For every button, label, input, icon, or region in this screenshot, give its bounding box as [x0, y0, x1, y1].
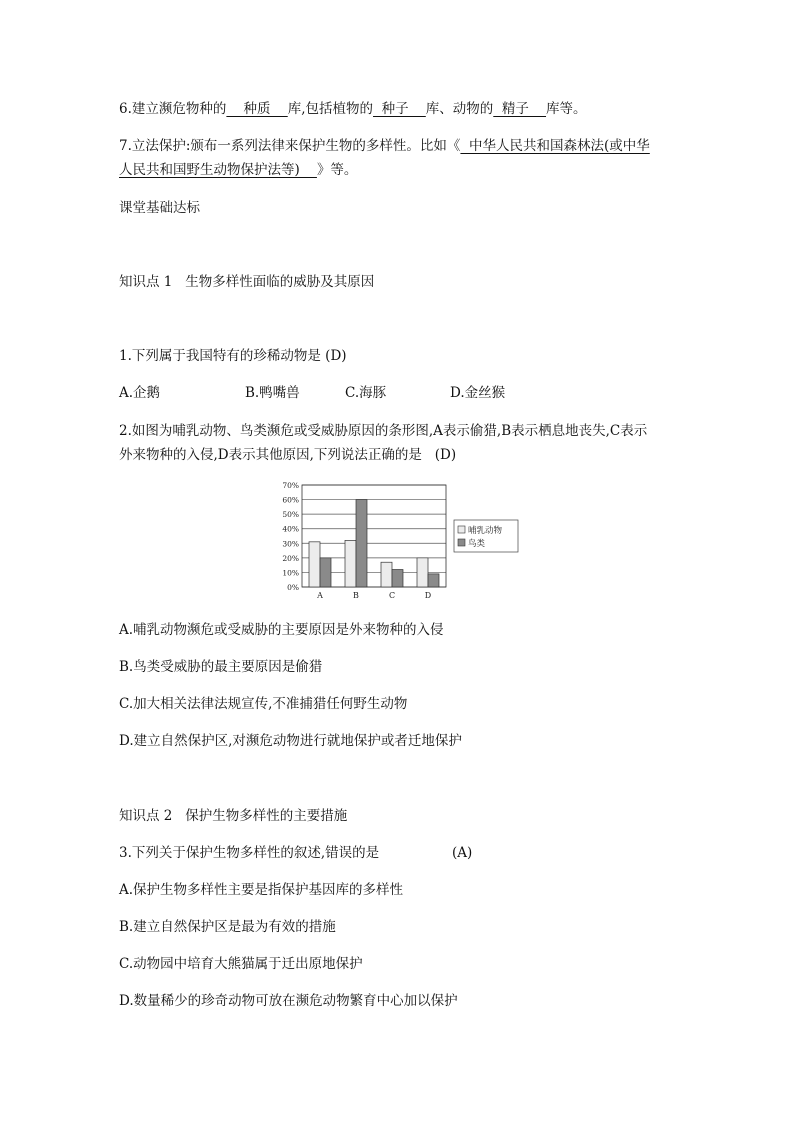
- q6-suffix: 库等。: [546, 101, 587, 117]
- q2-option-d: D.建立自然保护区,对濒危动物进行就地保护或者迁地保护: [119, 733, 462, 749]
- q7-line2: [119, 160, 357, 180]
- q6-blank-sperm: 精子: [493, 101, 547, 117]
- q2-option-c: C.加大相关法律法规宣传,不准捕猎任何野生动物: [119, 696, 408, 712]
- y-tick-label: 0%: [287, 583, 299, 592]
- y-tick-label: 10%: [282, 568, 299, 578]
- q1-option-d: D.金丝猴: [450, 385, 506, 401]
- bar-A-bird: [320, 558, 331, 587]
- bar-D-mammal: [417, 558, 428, 587]
- q3-option-d: D.数量稀少的珍奇动物可放在濒危动物繁育中心加以保护: [119, 993, 458, 1009]
- q6-blank-germplasm: 种质: [226, 101, 288, 117]
- y-tick-label: 30%: [282, 539, 299, 549]
- q3-option-b: B.建立自然保护区是最为有效的措施: [119, 919, 336, 935]
- bar-B-mammal: [345, 540, 356, 587]
- bar-C-bird: [392, 570, 403, 587]
- y-tick-label: 50%: [282, 510, 299, 520]
- q1-option-a: A.企鹅: [119, 385, 161, 401]
- q6-blank-seed: 种子: [373, 101, 426, 117]
- q7-line1-blank: 中华人民共和国森林法(或中华: [460, 138, 650, 154]
- q3-answer: (A): [452, 845, 473, 861]
- bar-C-mammal: [381, 562, 392, 587]
- x-tick-label: B: [353, 591, 359, 600]
- q3-stem: 3.下列关于保护生物多样性的叙述,错误的是: [119, 845, 380, 861]
- q6-mid1: 库,包括植物的: [287, 101, 374, 117]
- legend-label: 鸟类: [468, 539, 486, 549]
- bar-B-bird: [356, 500, 367, 587]
- x-tick-label: C: [388, 591, 396, 600]
- q6-mid2: 库、动物的: [425, 101, 494, 117]
- q7-line1-prefix: 7.立法保护:颁布一系列法律来保护生物的多样性。比如《: [119, 138, 461, 154]
- q2-stem-line2: 外来物种的入侵,D表示其他原因,下列说法正确的是 (D): [119, 447, 457, 463]
- x-tick-label: D: [424, 591, 432, 600]
- q1-option-b: B.鸭嘴兽: [245, 385, 300, 401]
- y-tick-label: 40%: [282, 524, 299, 534]
- knowledge-point-1: 知识点 1 生物多样性面临的威胁及其原因: [119, 274, 375, 290]
- q7-line2-suffix: 》等。: [316, 162, 358, 178]
- q7-line2-blank: 人民共和国野生动物保护法等): [119, 162, 317, 178]
- q7-line1: [119, 136, 650, 156]
- y-tick-label: 60%: [282, 495, 299, 505]
- y-tick-label: 20%: [282, 553, 299, 563]
- legend-box: [454, 520, 518, 552]
- knowledge-point-2: 知识点 2 保护生物多样性的主要措施: [119, 808, 348, 824]
- bar-A-mammal: [309, 542, 320, 587]
- q6-prefix: 6.建立濒危物种的: [119, 101, 227, 117]
- legend-label: 哺乳动物: [468, 526, 503, 536]
- q3-option-a: A.保护生物多样性主要是指保护基因库的多样性: [119, 882, 404, 898]
- q3-option-c: C.动物园中培育大熊猫属于迁出原地保护: [119, 956, 363, 972]
- q2-stem-line1: 2.如图为哺乳动物、鸟类濒危或受威胁原因的条形图,A表示偷猎,B表示栖息地丧失,C表示: [119, 423, 648, 439]
- legend-swatch: [458, 526, 465, 533]
- section-title: 课堂基础达标: [119, 200, 200, 216]
- x-tick-label: A: [317, 591, 323, 600]
- legend-swatch: [458, 539, 465, 546]
- threat-causes-bar-chart: [275, 478, 530, 606]
- bar-D-bird: [428, 574, 439, 587]
- q6-line: [119, 99, 587, 119]
- q1-option-c: C.海豚: [345, 385, 387, 401]
- q2-option-a: A.哺乳动物濒危或受威胁的主要原因是外来物种的入侵: [119, 622, 444, 638]
- q1-stem: 1.下列属于我国特有的珍稀动物是 (D): [119, 348, 347, 364]
- y-tick-label: 70%: [282, 481, 299, 490]
- q2-option-b: B.鸟类受威胁的最主要原因是偷猎: [119, 659, 323, 675]
